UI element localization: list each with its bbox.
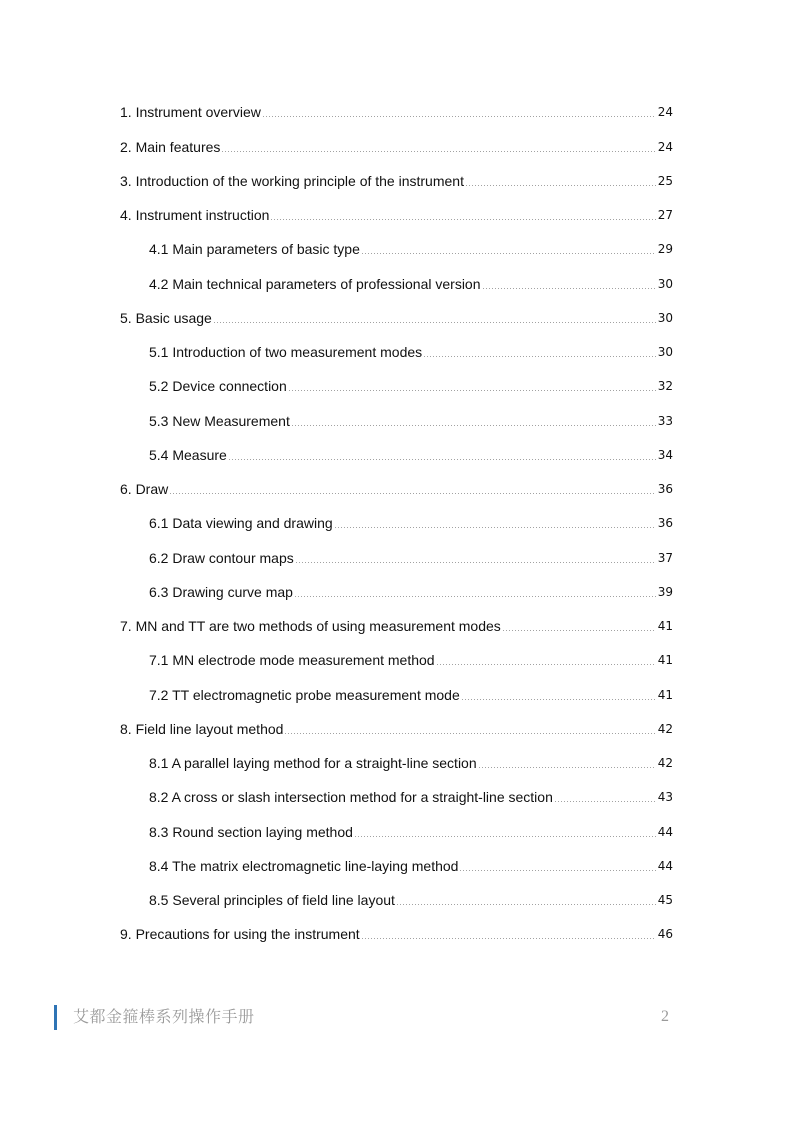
toc-entry[interactable]: [120, 473, 673, 507]
toc-entry-title: 8.2 A cross or slash intersection method for a straight-line section: [149, 789, 553, 806]
toc-dot-leader: [396, 904, 656, 905]
toc-entry-title: 8.3 Round section laying method: [149, 823, 353, 840]
toc-entry-page-number: 29: [657, 242, 673, 257]
table-of-contents: [120, 96, 673, 952]
toc-entry-title: 1. Instrument overview: [120, 104, 261, 121]
toc-dot-leader: [221, 151, 655, 152]
toc-entry-page-number: 44: [657, 824, 673, 839]
toc-entry-page-number: 42: [657, 756, 673, 770]
toc-dot-leader: [436, 664, 656, 665]
toc-dot-leader: [478, 767, 656, 768]
toc-entry-page-number: 25: [657, 173, 673, 188]
toc-entry[interactable]: [120, 576, 673, 610]
toc-entry-page-number: 36: [657, 482, 673, 496]
toc-entry[interactable]: [120, 781, 673, 815]
toc-dot-leader: [465, 185, 656, 186]
toc-entry[interactable]: [120, 439, 673, 473]
toc-entry-title: 8.4 The matrix electromagnetic line-laying method: [149, 857, 459, 874]
toc-entry-title: 6.2 Draw contour maps: [149, 549, 294, 566]
toc-entry-title: 5. Basic usage: [120, 309, 212, 326]
toc-dot-leader: [361, 253, 656, 254]
toc-dot-leader: [262, 116, 656, 117]
page-footer: [54, 1004, 673, 1030]
toc-entry-page-number: 46: [657, 927, 673, 942]
toc-entry-page-number: 32: [657, 379, 673, 394]
toc-entry[interactable]: [120, 678, 673, 712]
toc-entry-title: 7.2 TT electromagnetic probe measurement mode: [149, 686, 460, 703]
toc-entry-page-number: 44: [657, 858, 673, 873]
toc-dot-leader: [270, 219, 655, 220]
toc-entry-page-number: 41: [657, 687, 673, 702]
toc-entry[interactable]: [120, 747, 673, 781]
toc-dot-leader: [461, 699, 656, 700]
toc-entry-page-number: 45: [657, 893, 673, 907]
toc-entry-page-number: 24: [657, 139, 673, 154]
toc-entry-title: 6.3 Drawing curve map: [149, 583, 293, 600]
toc-dot-leader: [288, 390, 656, 391]
toc-dot-leader: [284, 733, 655, 734]
toc-entry[interactable]: [120, 404, 673, 438]
toc-dot-leader: [291, 425, 656, 426]
toc-dot-leader: [213, 322, 656, 323]
toc-entry-title: 2. Main features: [120, 138, 221, 155]
toc-entry[interactable]: [120, 165, 673, 199]
toc-entry[interactable]: [120, 918, 673, 952]
toc-entry-title: 7.1 MN electrode mode measurement method: [149, 652, 435, 669]
toc-entry[interactable]: [120, 541, 673, 575]
footer-manual-title: 艾都金箍棒系列操作手册: [73, 1007, 255, 1026]
toc-entry[interactable]: [120, 199, 673, 233]
toc-entry-page-number: 41: [657, 619, 673, 633]
toc-entry-page-number: 33: [657, 413, 673, 428]
toc-dot-leader: [169, 493, 655, 494]
toc-entry-title: 4.2 Main technical parameters of professional version: [149, 275, 481, 292]
toc-dot-leader: [294, 596, 656, 597]
toc-entry-title: 5.2 Device connection: [149, 378, 287, 395]
toc-entry-page-number: 37: [657, 550, 673, 565]
toc-entry-page-number: 41: [657, 653, 673, 668]
toc-entry-title: 4. Instrument instruction: [120, 207, 270, 223]
toc-entry-title: 8.1 A parallel laying method for a straight-line section: [149, 755, 477, 771]
toc-entry-title: 3. Introduction of the working principle of the instrument: [120, 172, 464, 189]
toc-dot-leader: [423, 356, 656, 357]
toc-entry-title: 7. MN and TT are two methods of using measurement modes: [120, 618, 501, 634]
toc-dot-leader: [554, 801, 656, 802]
toc-entry-page-number: 39: [657, 584, 673, 599]
toc-entry-title: 9. Precautions for using the instrument: [120, 926, 360, 943]
toc-entry[interactable]: [120, 713, 673, 747]
toc-entry[interactable]: [120, 233, 673, 267]
toc-entry-page-number: 27: [657, 208, 673, 222]
toc-entry[interactable]: [120, 850, 673, 884]
toc-entry[interactable]: [120, 336, 673, 370]
toc-entry-title: 5.3 New Measurement: [149, 412, 290, 429]
toc-dot-leader: [354, 836, 656, 837]
toc-dot-leader: [295, 562, 656, 563]
toc-entry-page-number: 42: [657, 721, 673, 736]
toc-entry-page-number: 24: [657, 105, 673, 120]
toc-dot-leader: [334, 527, 656, 528]
toc-dot-leader: [482, 288, 656, 289]
footer-accent-rule: [54, 1005, 57, 1030]
toc-entry-title: 8. Field line layout method: [120, 720, 284, 737]
toc-entry-page-number: 36: [657, 516, 673, 531]
toc-entry[interactable]: [120, 302, 673, 336]
toc-entry[interactable]: [120, 815, 673, 849]
toc-entry-title: 5.4 Measure: [149, 446, 227, 463]
toc-entry-page-number: 43: [657, 790, 673, 805]
toc-entry-title: 4.1 Main parameters of basic type: [149, 241, 360, 258]
toc-dot-leader: [228, 459, 656, 460]
footer-page-number: 2: [661, 1008, 669, 1025]
toc-entry[interactable]: [120, 644, 673, 678]
toc-entry[interactable]: [120, 507, 673, 541]
toc-entry-page-number: 30: [657, 276, 673, 291]
toc-dot-leader: [459, 870, 655, 871]
toc-entry[interactable]: [120, 130, 673, 164]
toc-entry-page-number: 30: [657, 345, 673, 359]
toc-entry[interactable]: [120, 884, 673, 918]
toc-entry[interactable]: [120, 610, 673, 644]
toc-entry-title: 5.1 Introduction of two measurement modes: [149, 344, 423, 360]
toc-entry-page-number: 30: [657, 310, 673, 325]
toc-entry-title: 6. Draw: [120, 481, 169, 497]
toc-entry[interactable]: [120, 267, 673, 301]
toc-entry-page-number: 34: [657, 447, 673, 462]
toc-entry-title: 8.5 Several principles of field line layout: [149, 892, 395, 908]
toc-dot-leader: [502, 630, 656, 631]
toc-entry[interactable]: [120, 96, 673, 130]
toc-entry-title: 6.1 Data viewing and drawing: [149, 515, 333, 532]
toc-entry[interactable]: [120, 370, 673, 404]
toc-dot-leader: [361, 938, 656, 939]
